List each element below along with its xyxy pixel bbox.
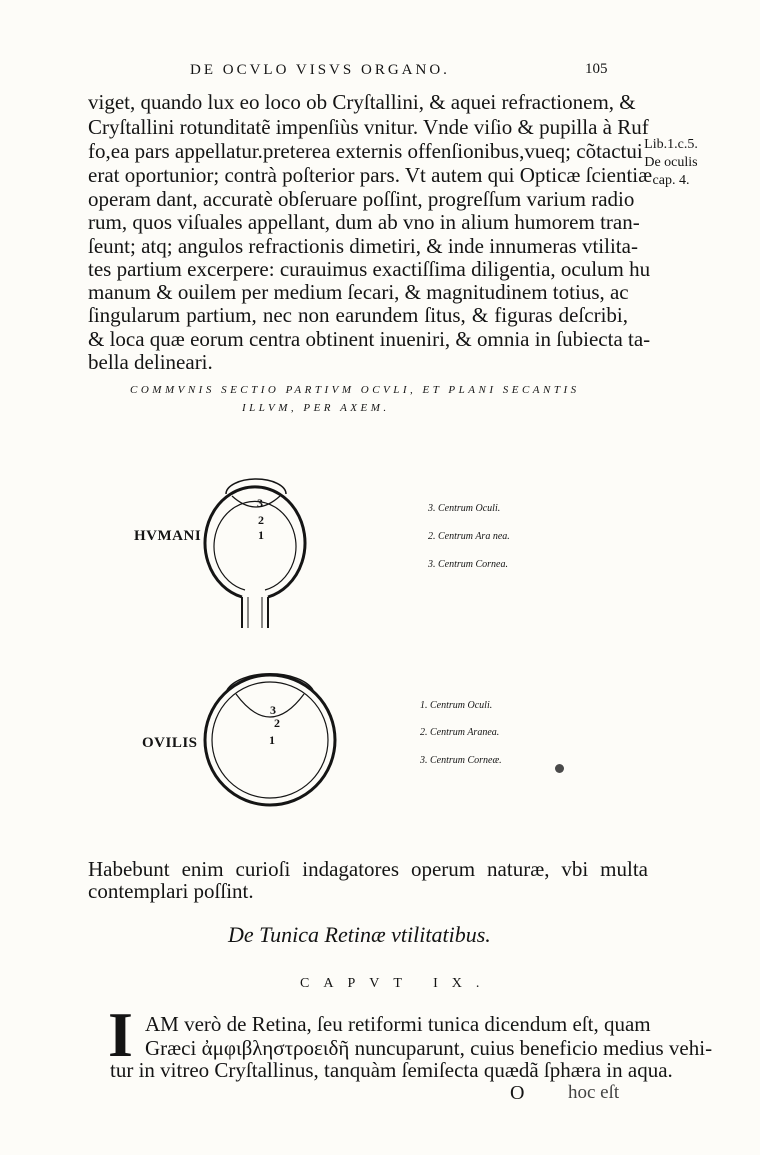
text-line: tur in vitreo Cryſtallinus, tanquàm ſemiſecta quædã ſphæra in aqua. — [110, 1058, 673, 1082]
human-legend-item: 3. Centrum Oculi. — [428, 503, 501, 514]
drop-cap: I — [108, 999, 133, 1070]
sheep-legend-item: 2. Centrum Aranea. — [420, 727, 500, 738]
sheep-legend-item: 3. Centrum Corneæ. — [420, 755, 502, 766]
human-point-1: 1 — [258, 528, 264, 542]
text-line: erat oportunior; contrà poſterior pars. Vt autem qui Opticæ ſcientiæ — [88, 163, 653, 187]
text-line: rum, quos viſuales appellant, dum ab vno in alium humorem tran- — [88, 210, 640, 234]
human-legend-item: 2. Centrum Ara nea. — [428, 531, 510, 542]
page-number: 105 — [585, 61, 608, 77]
catchword: hoc eſt — [568, 1082, 620, 1103]
text-line: Cryſtallini rotunditatẽ impenſiùs vnitur. Vnde viſio & pupilla à Ruf — [88, 115, 649, 139]
text-line: & loca quæ eorum centra obtinent inueniri, & omnia in ſubiecta ta- — [88, 327, 651, 351]
text-line: operam dant, accuratè obſeruare poſſint, progreſſum varium radio — [88, 187, 635, 211]
human-eye-diagram — [205, 479, 305, 628]
text-line: ſingularum partium, nec non earundem ſitus, & figuras deſcribi, — [88, 303, 628, 327]
section-heading: De Tunica Retinæ vtilitatibus. — [228, 922, 491, 947]
text-line: manum & ouilem per medium ſecari, & magnitudinem totius, ac — [88, 280, 629, 304]
margin-note-line: De oculis — [644, 155, 698, 170]
sheep-point-3: 3 — [270, 703, 276, 717]
text-line: tes partium excerpere: curauimus exactiſſima diligentia, oculum hu — [88, 257, 651, 281]
margin-note-line: cap. 4. — [652, 173, 690, 188]
human-point-2: 2 — [258, 513, 264, 527]
margin-note-line: Lib.1.c.5. — [644, 137, 698, 152]
text-line: AM verò de Retina, ſeu retiformi tunica dicendum eſt, quam — [145, 1012, 651, 1036]
text-line: bella delineari. — [88, 350, 213, 374]
human-eye-inner-ring — [214, 501, 296, 590]
text-line: Græci ἀμφιβληστροειδῆ nuncuparunt, cuius beneficio medius vehi- — [145, 1036, 713, 1060]
sheep-point-1: 1 — [269, 733, 275, 747]
catchword-initial: O — [510, 1082, 525, 1104]
figure-caption-line-1: COMMVNIS SECTIO PARTIVM OCVLI, ET PLANI SECANTIS — [130, 384, 580, 396]
human-legend-item: 3. Centrum Cornea. — [428, 559, 508, 570]
chapter-label: CAPVT IX. — [300, 976, 494, 991]
text-line: ſeunt; atq; angulos refractionis dimetiri, & inde innumeras vtilita- — [88, 234, 638, 258]
figure-caption-line-2: ILLVM, PER AXEM. — [242, 402, 390, 414]
sheep-legend-item: 1. Centrum Oculi. — [420, 700, 493, 711]
text-line: Habebunt enim curioſi indagatores operum naturæ, vbi multa — [88, 857, 648, 881]
text-line: contemplari poſſint. — [88, 879, 254, 903]
running-title: DE OCVLO VISVS ORGANO. — [190, 62, 450, 78]
human-eye-outer-ring — [205, 487, 305, 597]
sheep-eye-label: OVILIS — [142, 735, 198, 751]
ink-blot — [555, 764, 564, 773]
text-line: fo,ea pars appellatur.preterea externis offenſionibus,vueq; cõtactui — [88, 139, 643, 163]
sheep-point-2: 2 — [274, 716, 280, 730]
human-point-3: 3 — [257, 496, 263, 510]
text-line: viget, quando lux eo loco ob Cryſtallini, & aquei refractionem, & — [88, 90, 636, 114]
human-eye-label: HVMANI — [134, 528, 202, 544]
